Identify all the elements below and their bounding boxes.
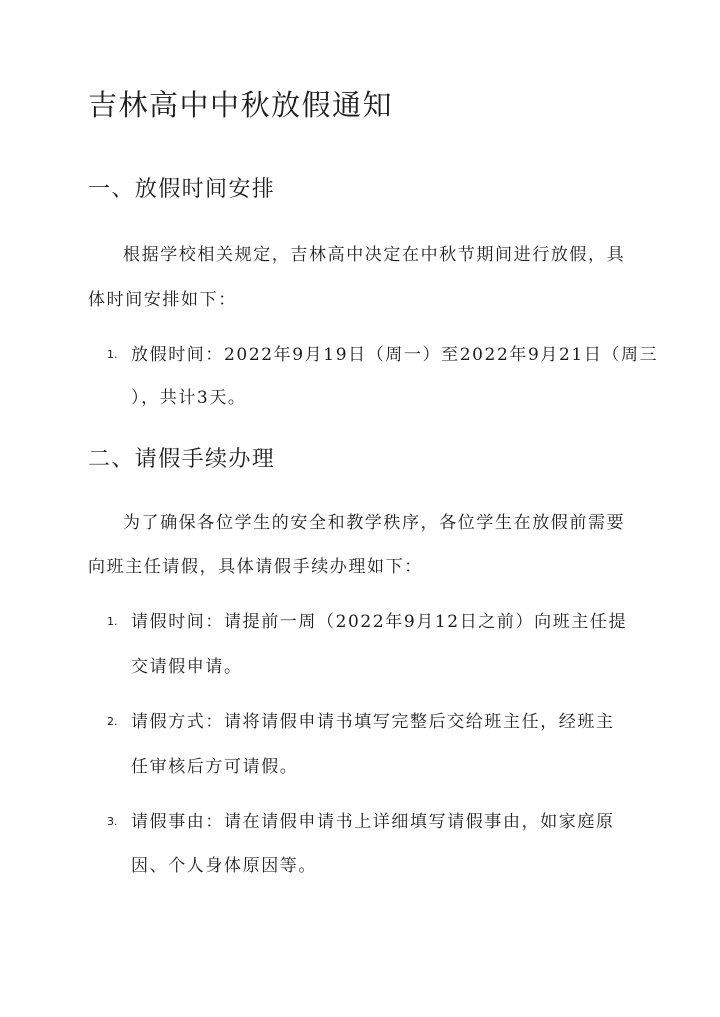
list-number: 3. bbox=[107, 815, 118, 828]
list-item-line: 任审核后方可请假。 bbox=[131, 757, 299, 777]
list-item-line: 因、个人身体原因等。 bbox=[131, 856, 317, 876]
list-item-line: 请假时间：请提前一周（2022年9月12日之前）向班主任提 bbox=[131, 612, 628, 632]
paragraph-line: 向班主任请假，具体请假手续办理如下： bbox=[88, 557, 423, 577]
section-heading-vacation-schedule: 一、放假时间安排 bbox=[88, 177, 276, 202]
list-number: 1. bbox=[107, 615, 118, 628]
list-item-line: ），共计3天。 bbox=[131, 388, 247, 408]
paragraph-line: 体时间安排如下： bbox=[88, 290, 237, 310]
list-item-line: 放假时间：2022年9月19日（周一）至2022年9月21日（周三 bbox=[131, 345, 659, 365]
list-number: 2. bbox=[107, 715, 118, 728]
list-item-line: 请假方式：请将请假申请书填写完整后交给班主任，经班主 bbox=[131, 712, 615, 732]
list-item-line: 请假事由：请在请假申请书上详细填写请假事由，如家庭原 bbox=[131, 812, 615, 832]
list-item-line: 交请假申请。 bbox=[131, 657, 243, 677]
document-title: 吉林高中中秋放假通知 bbox=[88, 88, 394, 122]
paragraph-line: 根据学校相关规定，吉林高中决定在中秋节期间进行放假，具 bbox=[123, 245, 626, 265]
list-number: 1. bbox=[107, 348, 118, 361]
paragraph-line: 为了确保各位学生的安全和教学秩序，各位学生在放假前需要 bbox=[123, 513, 626, 533]
section-heading-leave-procedure: 二、请假手续办理 bbox=[88, 447, 276, 472]
